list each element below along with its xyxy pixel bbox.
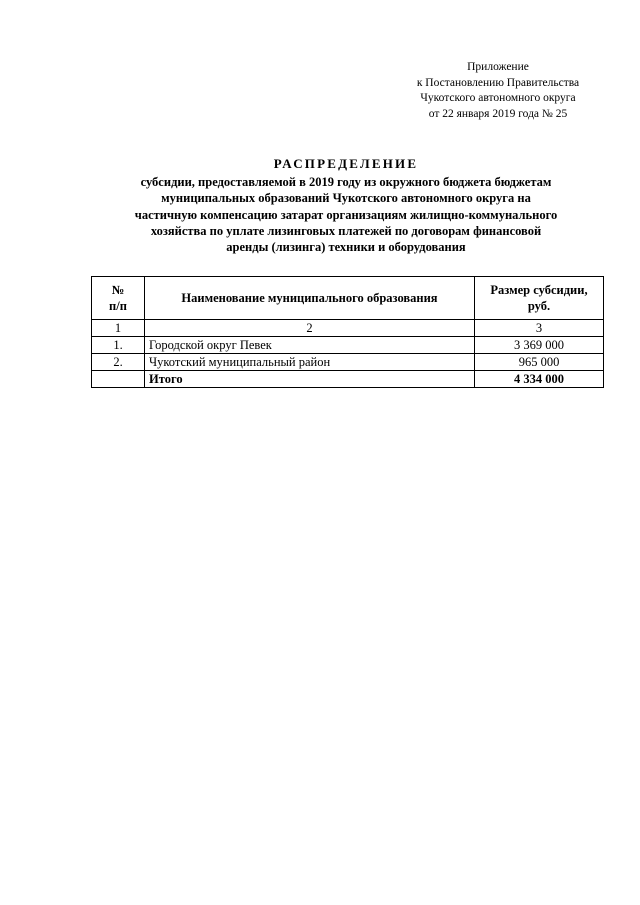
document-heading — [78, 156, 614, 255]
table-header-row — [92, 277, 604, 320]
document-subtitle — [78, 174, 614, 255]
subtitle-line: муниципальных образований Чукотского автономного округа на — [161, 191, 531, 206]
appendix-line: Чукотского автономного округа — [420, 92, 576, 104]
appendix-line: Приложение — [467, 61, 529, 73]
header-num-line1: № — [111, 283, 125, 297]
document-title: РАСПРЕДЕЛЕНИЕ — [273, 156, 419, 171]
row-amount: 965 000 — [475, 354, 604, 371]
subtitle-line: субсидии, предоставляемой в 2019 году из окружного бюджета бюджетам — [140, 175, 552, 189]
row-num: 2. — [92, 354, 145, 371]
index-cell: 1 — [92, 320, 145, 337]
row-name: Чукотский муниципальный район — [145, 354, 475, 371]
table-total-row — [92, 371, 604, 388]
total-label: Итого — [145, 371, 475, 388]
subtitle-line: хозяйства по уплате лизинговых платежей по договорам финансовой — [150, 223, 542, 238]
table-row — [92, 354, 604, 371]
header-num-line2: п/п — [109, 299, 127, 313]
row-name: Городской округ Певек — [145, 337, 475, 354]
subtitle-line: аренды (лизинга) техники и оборудования — [226, 240, 466, 255]
appendix-line: от 22 января 2019 года № 25 — [428, 107, 568, 120]
row-amount: 3 369 000 — [475, 337, 604, 354]
header-amount-line2: руб. — [527, 299, 551, 313]
row-num: 1. — [92, 337, 145, 354]
table-row — [92, 337, 604, 354]
header-amount — [475, 277, 604, 320]
appendix-block — [398, 60, 598, 122]
total-num — [92, 371, 145, 388]
subtitle-line: частичную компенсацию затарат организациям жилищно-коммунального — [134, 207, 558, 222]
appendix-line: к Постановлению Правительства — [416, 76, 580, 89]
table-index-row — [92, 320, 604, 337]
header-amount-line1: Размер субсидии, — [490, 283, 588, 297]
subsidy-table — [91, 276, 604, 388]
header-name — [145, 277, 475, 320]
header-num — [92, 277, 145, 320]
index-cell: 3 — [475, 320, 604, 337]
header-name-label: Наименование муниципального образования — [181, 291, 438, 305]
index-cell: 2 — [145, 320, 475, 337]
total-amount: 4 334 000 — [475, 371, 604, 388]
